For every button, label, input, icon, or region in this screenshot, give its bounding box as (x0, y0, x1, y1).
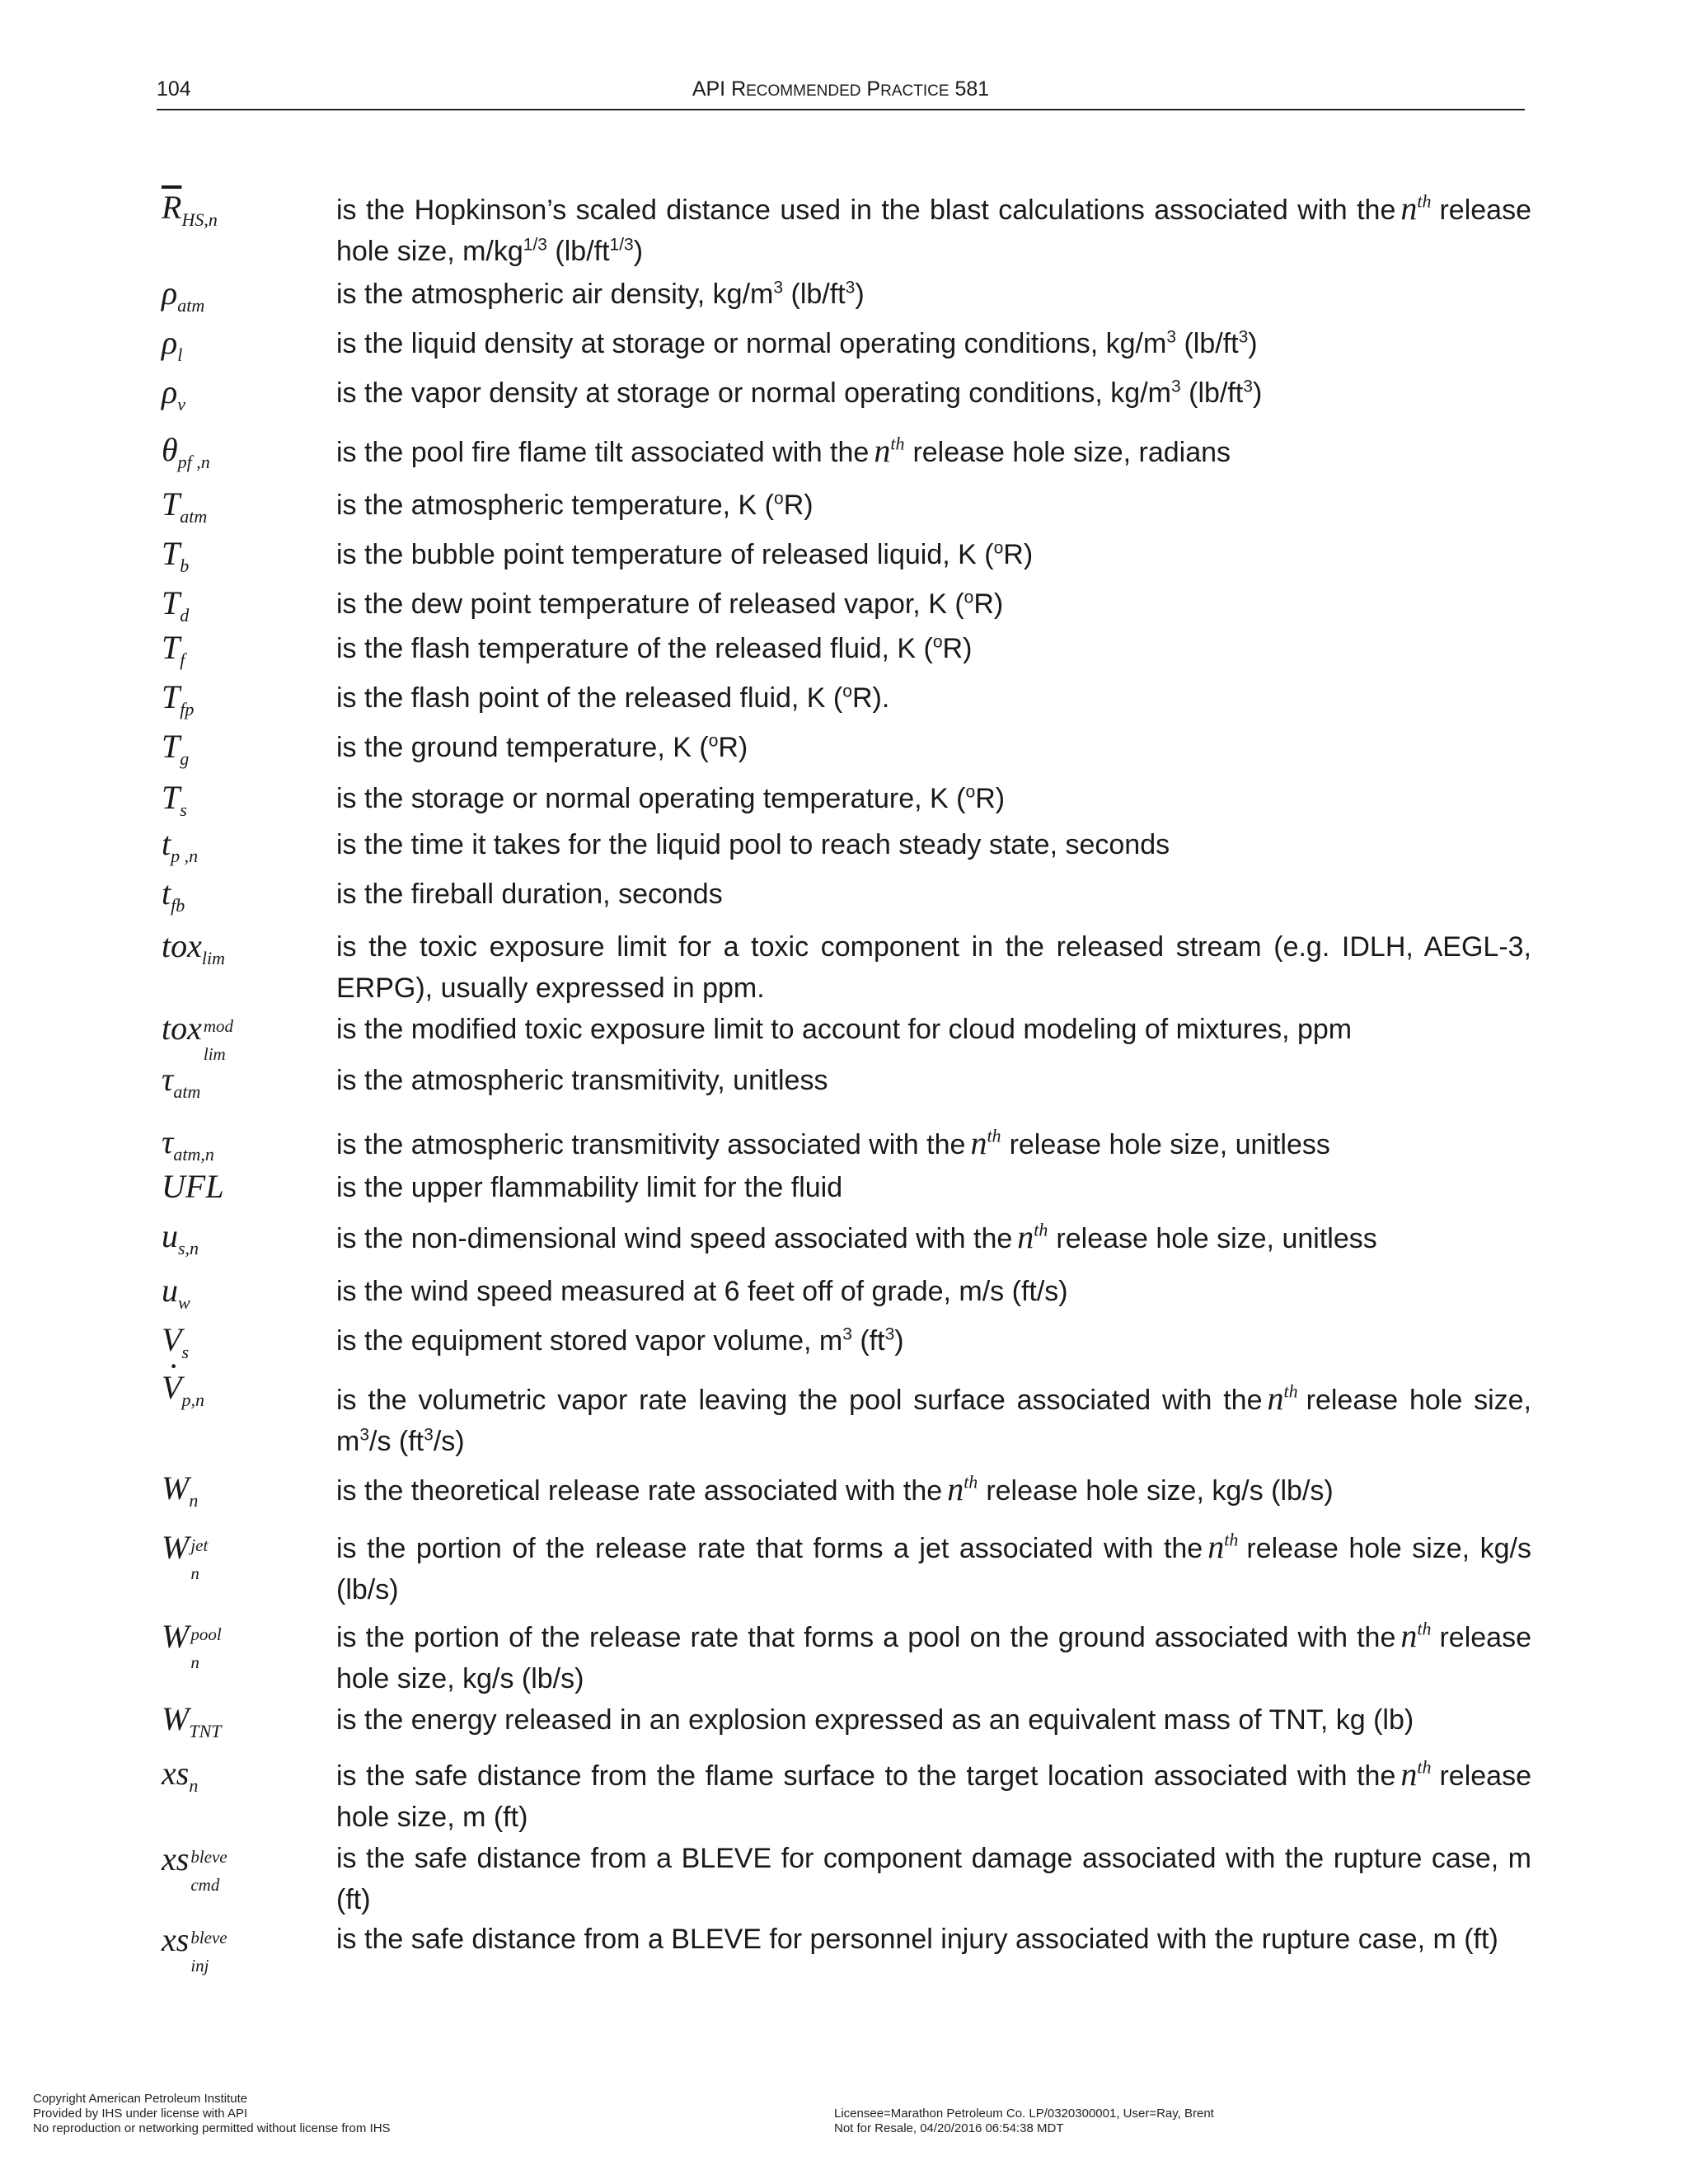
nth-symbol: $n^{th}$ (1400, 190, 1432, 227)
definition: is the toxic exposure limit for a toxic component in the released stream (e.g. IDLH, AEGL-3, ERPG), usually expressed in ppm. (336, 931, 1531, 1004)
definition: is the atmospheric air density, $kg/m^3$ $(lb/ft^3)$ (336, 278, 865, 310)
footer-license: Licensee=Marathon Petroleum Co. LP/0320300001, User=Ray, Brent Not for Resale, 04/20/2016 06:54:38 MDT (834, 2107, 1214, 2135)
symbol: xs bleve cmd (162, 1840, 227, 1895)
symbol: $\tau_{atm,n}$ (162, 1123, 214, 1165)
nth-symbol: $n^{th}$ (1400, 1617, 1432, 1654)
symbol: $T_d$ (162, 584, 190, 626)
definition: is the atmospheric transmitivity, unitless (336, 1065, 828, 1096)
symbol: W pool n (162, 1618, 222, 1672)
definition: is the dew point temperature of released vapor, K ($^o$R) (336, 588, 1004, 620)
symbol: $t_{fb}$ (162, 874, 185, 916)
symbol: $u_w$ (162, 1272, 190, 1313)
symbol: $T_{fp}$ (162, 678, 195, 719)
nth-symbol: $n^{th}$ (1400, 1755, 1432, 1793)
definition: is the liquid density at storage or normal operating conditions, $kg/m^3$ $(lb/ft^3)$ (336, 327, 1258, 359)
definition: is the energy released in an explosion expressed as an equivalent mass of TNT, kg (lb) (336, 1704, 1414, 1736)
symbol: $u_{s,n}$ (162, 1217, 199, 1258)
symbol: $T_f$ (162, 629, 185, 670)
symbol: $t_{p ,n}$ (162, 825, 199, 866)
definition: is the pool fire flame tilt associated with the $n^{th}$ release hole size, radians (336, 432, 1231, 469)
symbol: $V_s$ (162, 1321, 189, 1362)
nth-symbol: $n^{th}$ (1207, 1528, 1239, 1565)
symbol: $\rho_{atm}$ (162, 274, 205, 316)
page-header (157, 77, 1525, 110)
nth-symbol: $n^{th}$ (1267, 1380, 1298, 1417)
definition: is the theoretical release rate associated with the $n^{th}$ release hole size, kg/s (lb/s) (336, 1470, 1334, 1507)
nth-symbol: $n^{th}$ (874, 432, 905, 469)
symbol: UFL (162, 1168, 224, 1205)
symbol: $\tau_{atm}$ (162, 1061, 201, 1102)
symbol: · $V_{p,n}$ (162, 1371, 326, 1404)
definition: is the safe distance from a BLEVE for personnel injury associated with the rupture case, m (ft) (336, 1924, 1498, 1955)
symbol: $\rho_v$ (162, 373, 185, 415)
definition: is the non-dimensional wind speed associated with the $n^{th}$ release hole size, unitless (336, 1218, 1377, 1255)
symbol: $W_n$ (162, 1469, 199, 1511)
nth-symbol: $n^{th}$ (947, 1470, 978, 1507)
definition: is the atmospheric transmitivity associated with the $n^{th}$ release hole size, unitless (336, 1124, 1330, 1161)
symbol: W jet n (162, 1529, 209, 1583)
symbol: tox$_{lim}$ (162, 927, 225, 968)
symbol: $W_{TNT}$ (162, 1700, 222, 1741)
definition: is the fireball duration, seconds (336, 879, 723, 910)
symbol: xs bleve inj (162, 1921, 227, 1975)
definition: is the portion of the release rate that forms a jet associated with the $n^{th}$ release hole size, kg/s (lb/s) (336, 1528, 1531, 1605)
symbol: tox mod lim (162, 1010, 234, 1064)
symbol: $T_b$ (162, 535, 190, 576)
definition: is the flash point of the released fluid, K ($^o$R). (336, 682, 890, 714)
definition: is the ground temperature, K ($^o$R) (336, 731, 748, 763)
definition: is the volumetric vapor rate leaving the pool surface associated with the $n^{th}$ release hole size, $m^3/s$ $(ft^3/s)$ (336, 1380, 1531, 1457)
symbol: $T_s$ (162, 779, 187, 820)
nth-symbol: $n^{th}$ (970, 1124, 1001, 1161)
definition: is the safe distance from a BLEVE for component damage associated with the rupture case, m (ft) (336, 1843, 1531, 1915)
definition: is the safe distance from the flame surface to the target location associated with the $n^{th}$ release hole size, m (ft) (336, 1755, 1531, 1833)
page-number: 104 (157, 77, 191, 101)
definition: is the time it takes for the liquid pool to reach steady state, seconds (336, 829, 1170, 860)
definition: is the Hopkinson’s scaled distance used in the blast calculations associated with the $n^{th}$ release hole size, $m/kg^{1/3}$ $(lb/ft^{1/3})$ (336, 190, 1531, 267)
definition: is the bubble point temperature of released liquid, K ($^o$R) (336, 538, 1034, 570)
definition: is the vapor density at storage or normal operating conditions, $kg/m^3$ $(lb/ft^3)$ (336, 377, 1263, 409)
definition: is the modified toxic exposure limit to account for cloud modeling of mixtures, ppm (336, 1014, 1353, 1045)
footer-copyright: Copyright American Petroleum Institute Provided by IHS under license with API No reproduction or networking permitted without license from IHS (33, 2092, 391, 2135)
symbol: $T_g$ (162, 728, 190, 769)
symbol: $xs_n$ (162, 1755, 199, 1796)
symbol: $\theta_{pf ,n}$ (162, 431, 210, 472)
definition: is the wind speed measured at 6 feet off of grade, m/s (ft/s) (336, 1276, 1068, 1307)
definition: is the portion of the release rate that forms a pool on the ground associated with the $n^{th}$ release hole size, kg/s (lb/s) (336, 1617, 1531, 1694)
definition: is the upper flammability limit for the fluid (336, 1172, 843, 1203)
running-title: API RECOMMENDED PRACTICE 581 (692, 77, 990, 101)
nth-symbol: $n^{th}$ (1017, 1218, 1048, 1255)
symbol: $T_{atm}$ (162, 485, 208, 527)
definition: is the flash temperature of the released fluid, K ($^o$R) (336, 632, 973, 664)
symbol: $\overline{R}_{HS,n}$ (162, 189, 218, 230)
definition: is the storage or normal operating temperature, K ($^o$R) (336, 782, 1006, 814)
definition: is the atmospheric temperature, K ($^o$R) (336, 489, 814, 521)
symbol: $\rho_l$ (162, 324, 183, 365)
definition: is the equipment stored vapor volume, $m^3$ $(ft^3)$ (336, 1324, 904, 1357)
